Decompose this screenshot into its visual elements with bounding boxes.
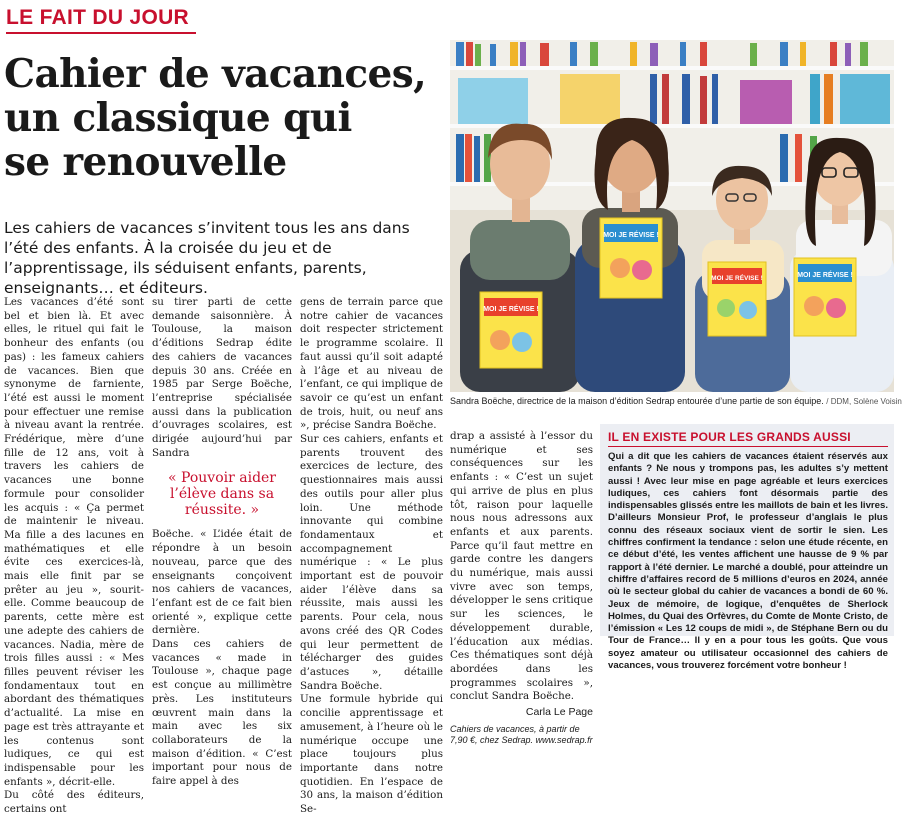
photo-caption bbox=[450, 396, 902, 407]
article-column-1 bbox=[4, 296, 144, 816]
team-photo-illustration bbox=[450, 40, 894, 392]
headline-line-3: se renouvelle bbox=[4, 139, 287, 185]
paragraph: Dans ces cahiers de vacances « made in Toulouse », chaque page est conçue au millimètre près. Les instituteurs œuvrent main dans la main avec les six collaborateurs de la maison d’édition. « C’est important pour nous de faire appel à des bbox=[152, 638, 292, 788]
workbook-title: MOI JE RÉVISE ! bbox=[797, 272, 853, 279]
paragraph: su tirer parti de cette demande saisonnière. À Toulouse, la maison d’éditions Sedrap édite des cahiers de vacances depuis 30 ans. Créée en 1985 par Serge Boëche, l’entreprise spécialisée aussi dans la publication d’ouvrages scolaires, est dirigée aujourd’hui par Sandra bbox=[152, 296, 292, 459]
article-photo bbox=[450, 40, 894, 392]
workbook-cover bbox=[480, 292, 542, 368]
sidebar-title: IL EN EXISTE POUR LES GRANDS AUSSI bbox=[608, 430, 851, 444]
workbook-title: MOI JE RÉVISE ! bbox=[603, 232, 659, 239]
paragraph: Sur ces cahiers, enfants et parents trouvent des exercices de lecture, des questionnaires mais aussi des outils pour aller plus loin. Une méthode innovante qui combine fondamentaux et accompagnement numérique : « Le plus important est de pouvoir aider l’élève dans sa réussite, mais aussi les parents. Pour cela, nous avons créé des QR Codes qui leur permettent de télécharger des guides d’astuces », détaille Sandra Boëche. bbox=[300, 433, 443, 692]
article-column-4 bbox=[450, 430, 593, 745]
headline-line-1: Cahier de vacances, bbox=[4, 51, 427, 97]
paragraph: Les vacances d’été sont bel et bien là. Et avec elles, le rituel qui fait le bonheur des enfants (ou pas) : les fameux cahiers de vacances. Bien que synonyme de farniente, l’été est aussi le moment pour effectuer une remise à niveau avant la rentrée. Frédérique, mère d’une fille de 12 ans, voit à travers les cahiers de vacances une bonne formule pour consolider les acquis : « Ça permet de maintenir le niveau. Ma fille a des lacunes en mathématiques et elle évite ces exercices-là, mais elle finit par se prêter au jeu », sourit-elle. Comme beaucoup de parents, cette mère est une adepte des cahiers de vacances. Nadia, mère de trois filles aussi : « Mes filles peuvent réviser les fondamentaux tout en abordant des thématiques d’actualité. La mise en page est très attrayante et les contenus sont ludiques, ce qui est indispensable pour les enfants », décrit-elle. bbox=[4, 296, 144, 788]
sidebar-divider bbox=[608, 446, 888, 447]
article-column-3 bbox=[300, 296, 443, 816]
sidebar-body: Qui a dit que les cahiers de vacances étaient réservés aux enfants ? Ne nous y trompons pas, les adultes s’y mettent aussi ! Avec leur mise en page agréable et leurs exercices ludiques, ces cahiers font désormais partie des indispensables glissés entre les maillots de bain et les livres. D’ailleurs Monsieur Prof, le professeur d’anglais le plus connu des réseaux sociaux vient de sortir le sien. Les chiffres confirment la tendance : selon une étude récente, en ce début d’été, les ventes affichent une hausse de 9 % par rapport à l’été dernier. Le marché a doublé, pour atteindre un chiffre d’affaires record de 5 millions d’euros en 2024, année où le secteur global du cahier de vacances a bondi de 60 %. Jeux de mémoire, de logique, d’enquêtes de Sherlock Holmes, du Quai des Orfèvres, du Comte de Monte Cristo, de l’émission « Les 12 coups de midi », de Stéphane Bern ou du Tour de France… Il y en a pour tous les goûts. Que vous soyez amateur ou utilisateur occasionnel des cahiers de vacances, vous trouverez forcément votre bonheur ! bbox=[608, 451, 888, 672]
workbook-cover bbox=[708, 262, 766, 336]
paragraph: Du côté des éditeurs, certains ont bbox=[4, 789, 144, 816]
price-info: Cahiers de vacances, à partir de 7,90 €, chez Sedrap. www.sedrap.fr bbox=[450, 723, 593, 745]
workbook-cover bbox=[794, 258, 856, 336]
standfirst: Les cahiers de vacances s’invitent tous les ans dans l’été des enfants. À la croisée du jeu et de l’apprentissage, ils séduisent enfants, parents, enseignants… et éditeurs. bbox=[4, 219, 410, 297]
paragraph: drap a assisté à l’essor du numérique et ses conséquences sur les enfants : « C’est un sujet qui arrive de plus en plus tôt, raison pour laquelle nous nous adressons aux enfants et aux parents. Parce qu’il faut mettre en garde contre les dangers du numérique, mais aussi vivre avec son temps, développer le sens critique sur les sciences, le développement durable, l’éducation aux médias. Ces thématiques sont déjà abordées dans les programmes scolaires », conclut Sandra Boëche. bbox=[450, 430, 593, 703]
workbook-title: MOI JE RÉVISE ! bbox=[711, 275, 763, 282]
workbook-cover bbox=[600, 218, 662, 298]
photo-credit: / DDM, Solène Voisin bbox=[826, 397, 902, 406]
rubric-underline bbox=[6, 32, 196, 34]
paragraph: Boëche. « L’idée était de répondre à un besoin nouveau, parce que des enseignants conçoivent nos cahiers de vacances, l’enfant est de ce fait bien orienté », explique cette dernière. bbox=[152, 528, 292, 637]
author-signature: Carla Le Page bbox=[525, 706, 593, 719]
caption-text: Sandra Boëche, directrice de la maison d’édition Sedrap entourée d’une partie de son équipe. bbox=[450, 396, 824, 406]
headline bbox=[4, 52, 449, 184]
pull-quote: « Pouvoir aider l’élève dans sa réussite. » bbox=[167, 470, 277, 519]
sidebar-box bbox=[600, 424, 894, 672]
workbook-title: MOI JE RÉVISE ! bbox=[483, 306, 539, 313]
article-column-2 bbox=[152, 296, 292, 788]
rubric-banner bbox=[6, 6, 196, 34]
rubric-label: LE FAIT DU JOUR bbox=[6, 6, 190, 29]
paragraph: Une formule hybride qui concilie apprentissage et amusement, à l’heure où le numérique occupe une place toujours plus importante dans notre quotidien. En l’espace de 30 ans, la maison d’édition Se- bbox=[300, 693, 443, 816]
paragraph: gens de terrain parce que notre cahier de vacances doit respecter strictement le programme scolaire. Il faut aussi qu’il soit adapté à l’âge et au niveau de l’enfant, ce qui implique de savoir ce qu’est un enfant de trois, huit, ou neuf ans », précise Sandra Boëche. bbox=[300, 296, 443, 432]
headline-line-2: un classique qui bbox=[4, 95, 352, 141]
